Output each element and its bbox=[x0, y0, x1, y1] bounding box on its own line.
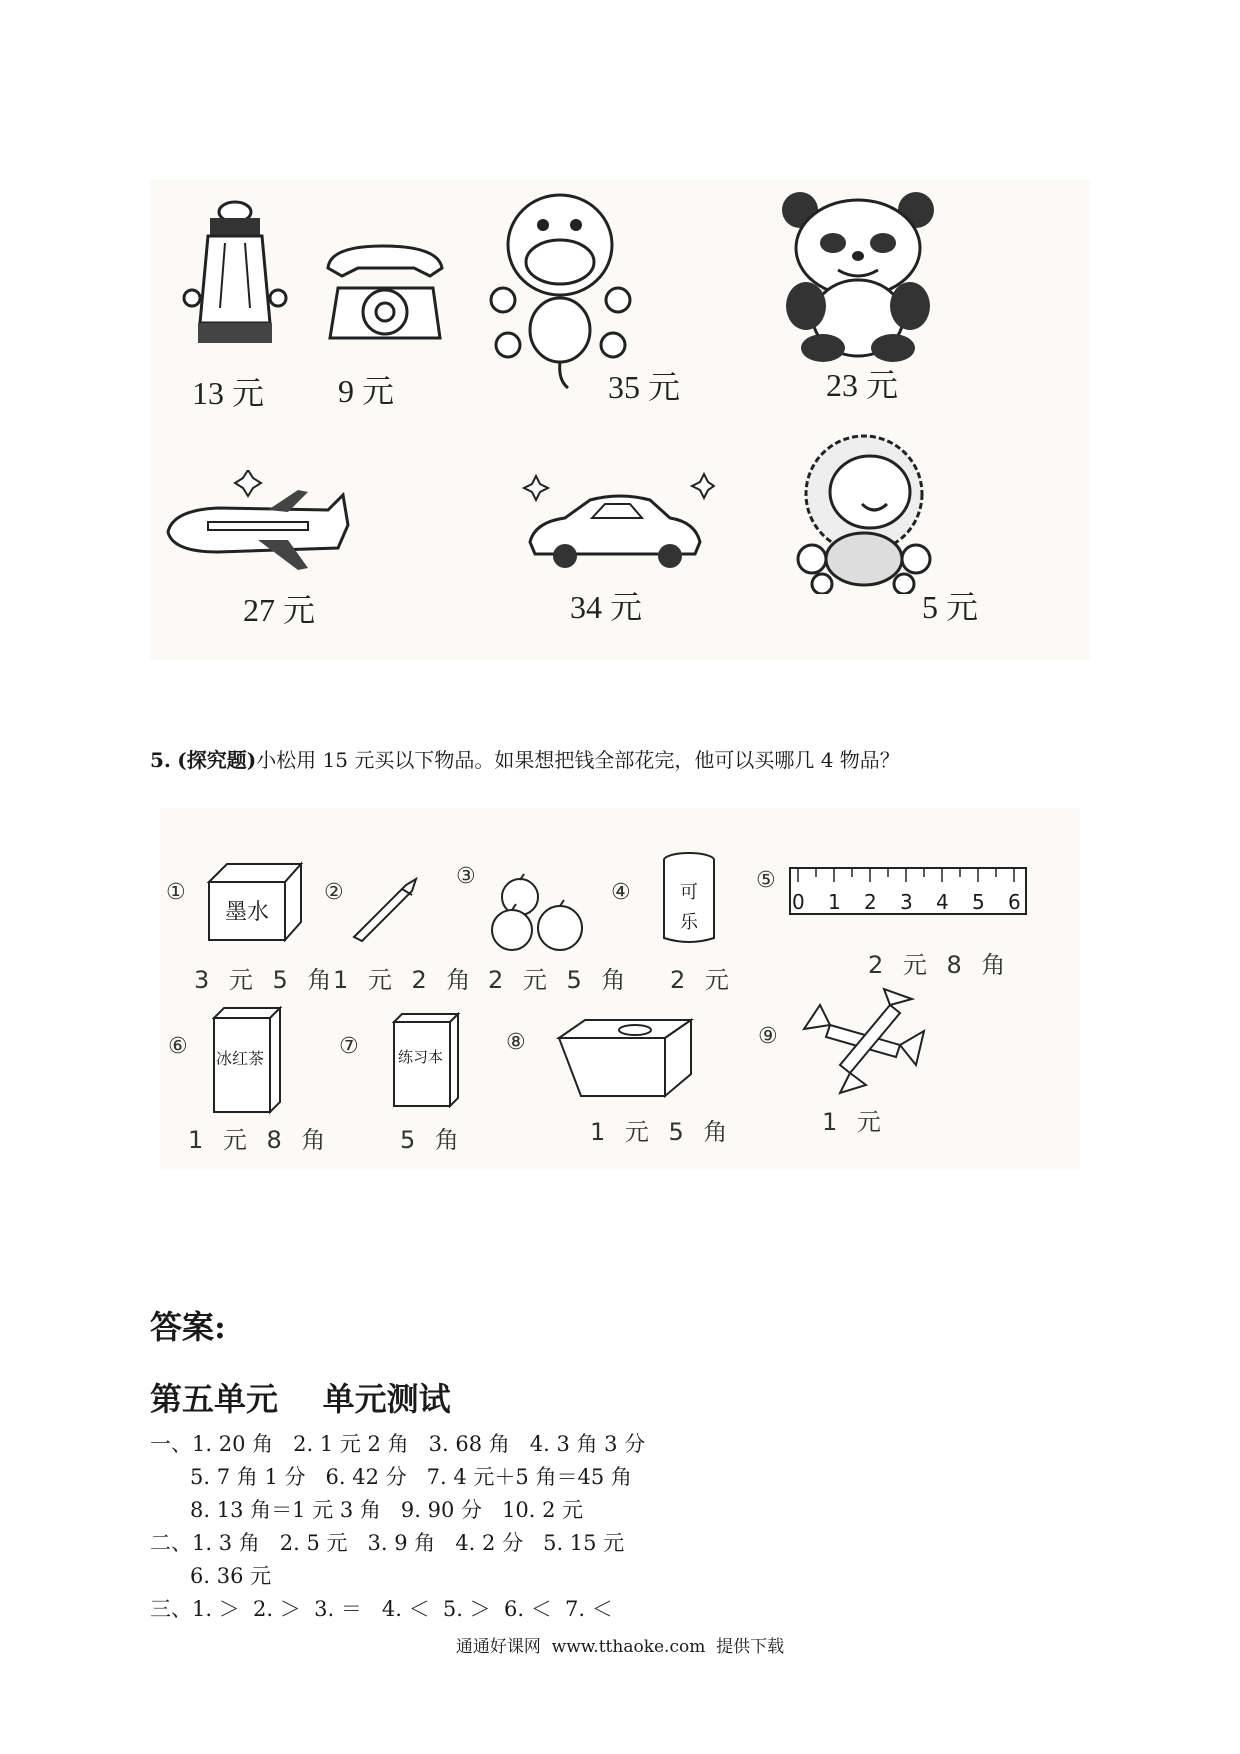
item-price: 1 元 8 角 bbox=[188, 1126, 332, 1154]
ruler-tick-label: 1 bbox=[828, 890, 841, 914]
toy-price: 9 元 bbox=[338, 373, 395, 409]
question-5 bbox=[150, 744, 900, 773]
ruler-tick-label: 6 bbox=[1008, 890, 1021, 914]
unit-title: 第五单元 单元测试 bbox=[150, 1380, 451, 1418]
telephone-image bbox=[318, 238, 453, 348]
item-number: ⑦ bbox=[339, 1034, 359, 1059]
toy-price: 23 元 bbox=[826, 367, 899, 403]
ruler-tick-label: 0 bbox=[792, 890, 805, 914]
cola-can-label: 可乐 bbox=[680, 882, 698, 933]
ink-box-label: 墨水 bbox=[225, 900, 270, 925]
item-number: ③ bbox=[456, 864, 476, 889]
item-number: ② bbox=[324, 880, 344, 905]
toy-price: 13 元 bbox=[192, 375, 265, 411]
ruler-tick-label: 3 bbox=[900, 890, 913, 914]
pencil-box-image bbox=[555, 1016, 695, 1100]
toy-price: 27 元 bbox=[243, 592, 316, 628]
question-tag: (探究题) bbox=[177, 748, 257, 772]
answer-line: 二、1. 3 角 2. 5 元 3. 9 角 4. 2 分 5. 15 元 bbox=[150, 1531, 625, 1555]
ruler-tick-label: 2 bbox=[864, 890, 877, 914]
iced-tea-label: 冰红茶 bbox=[216, 1049, 265, 1068]
ruler-tick-label: 5 bbox=[972, 890, 985, 914]
airplane-toy-image bbox=[158, 470, 353, 580]
answer-line: 一、1. 20 角 2. 1 元 2 角 3. 68 角 4. 3 角 3 分 bbox=[150, 1432, 646, 1456]
answer-line: 5. 7 角 1 分 6. 42 分 7. 4 元＋5 角＝45 角 bbox=[150, 1465, 632, 1489]
item-price: 5 角 bbox=[400, 1126, 465, 1154]
item-price: 2 元 5 角 bbox=[488, 966, 632, 994]
item-price: 2 元 bbox=[670, 966, 735, 994]
item-number: ① bbox=[166, 880, 186, 905]
item-number: ⑧ bbox=[506, 1030, 526, 1055]
answer-line: 三、1. ＞ 2. ＞ 3. ＝ 4. ＜ 5. ＞ 6. ＜ 7. ＜ bbox=[150, 1597, 613, 1621]
pencil-image bbox=[350, 875, 425, 943]
page-footer: 通通好课网 www.tthaoke.com 提供下载 bbox=[455, 1637, 785, 1657]
answer-line: 6. 36 元 bbox=[150, 1564, 272, 1588]
item-price: 3 元 5 角 bbox=[194, 966, 338, 994]
item-price: 2 元 8 角 bbox=[868, 951, 1012, 979]
toy-price: 35 元 bbox=[608, 369, 681, 405]
toy-price: 5 元 bbox=[922, 589, 979, 625]
toy-price: 34 元 bbox=[570, 589, 643, 625]
item-number: ⑨ bbox=[758, 1024, 778, 1049]
item-number: ⑥ bbox=[168, 1034, 188, 1059]
item-number: ⑤ bbox=[756, 868, 776, 893]
panda-toy-image bbox=[778, 188, 938, 363]
robot-toy-image bbox=[180, 198, 290, 348]
question-number: 5. bbox=[150, 748, 171, 772]
item-price: 1 元 2 角 bbox=[333, 966, 477, 994]
ruler-tick-label: 4 bbox=[936, 890, 949, 914]
doll-toy-image bbox=[792, 434, 937, 594]
car-toy-image bbox=[520, 472, 715, 572]
answers-heading: 答案: bbox=[150, 1308, 226, 1346]
apples-image bbox=[488, 872, 588, 954]
item-number: ④ bbox=[611, 880, 631, 905]
item-price: 1 元 bbox=[822, 1108, 887, 1136]
exercise-book-label: 练习本 bbox=[398, 1048, 444, 1066]
candy-image bbox=[800, 985, 930, 1097]
answer-line: 8. 13 角＝1 元 3 角 9. 90 分 10. 2 元 bbox=[150, 1498, 584, 1522]
item-price: 1 元 5 角 bbox=[590, 1118, 734, 1146]
question-text: 小松用 15 元买以下物品。如果想把钱全部花完，他可以买哪几 4 物品？ bbox=[256, 748, 900, 772]
